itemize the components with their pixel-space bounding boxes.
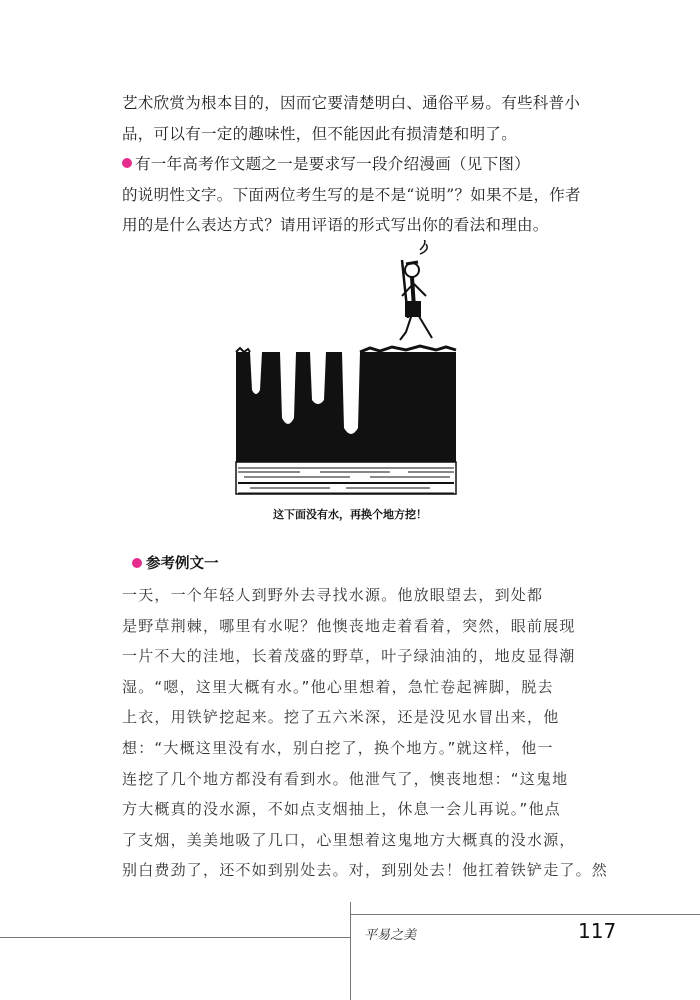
question-line: 有一年高考作文题之一是要求写一段介绍漫画（见下图） — [135, 155, 531, 173]
rock-edge — [236, 348, 250, 352]
man-figure — [400, 240, 432, 340]
cartoon-illustration — [230, 240, 460, 502]
essay-line: 湿。“嗯，这里大概有水。”他心里想着，急忙卷起裤脚，脱去 — [122, 677, 554, 696]
paragraph-line: 品，可以有一定的趣味性，但不能因此有损清楚和明了。 — [122, 124, 518, 143]
essay-line: 一片不大的洼地，长着茂盛的野草，叶子绿油油的，地皮显得潮 — [122, 647, 576, 666]
bullet-icon — [122, 158, 132, 168]
essay-line: 一天，一个年轻人到野外去寻找水源。他放眼望去，到处都 — [122, 586, 544, 604]
essay-line: 连挖了几个地方都没有看到水。他泄气了，懊丧地想：“这鬼地 — [122, 769, 569, 788]
essay-heading-text: 参考例文一 — [146, 556, 219, 572]
footer-rule-left — [0, 937, 350, 938]
essay-line: 别白费劲了，还不如到别处去。对，到别处去！他扛着铁铲走了。然 — [122, 861, 609, 880]
water-strip — [236, 462, 456, 494]
paragraph-line: 的说明性文字。下面两位考生写的是不是“说明”？如果不是，作者 — [122, 185, 581, 204]
footer-rule-vertical — [350, 902, 351, 1000]
intro-paragraph — [122, 88, 592, 149]
page-number: 117 — [578, 919, 617, 943]
cartoon-caption: 这下面没有水，再换个地方挖！ — [273, 508, 427, 521]
rock-mass — [236, 352, 456, 468]
bullet-icon — [132, 558, 142, 568]
essay-body — [122, 580, 609, 886]
footer-rule-right — [350, 914, 700, 915]
essay-line: 方大概真的没水源，不如点支烟抽上，休息一会儿再说。”他点 — [122, 800, 561, 819]
essay-line: 了支烟，美美地吸了几口，心里想着这鬼地方大概真的没水源， — [122, 830, 576, 849]
footer-book-title: 平易之美 — [364, 928, 417, 943]
essay-line: 是野草荆棘，哪里有水呢？他懊丧地走着看着，突然，眼前展现 — [122, 616, 576, 635]
essay-line: 上衣，用铁铲挖起来。挖了五六米深，还是没见水冒出来，他 — [122, 708, 560, 727]
question-paragraph — [122, 149, 592, 241]
essay-line: 想：“大概这里没有水，别白挖了，换个地方。”就这样，他一 — [122, 738, 554, 757]
paragraph-line: 用的是什么表达方式？请用评语的形式写出你的看法和理由。 — [122, 216, 549, 234]
paragraph-line — [122, 149, 592, 180]
paragraph-line: 艺术欣赏为根本目的，因而它要清楚明白、通俗平易。有些科普小 — [122, 94, 581, 112]
essay-heading — [146, 552, 219, 573]
